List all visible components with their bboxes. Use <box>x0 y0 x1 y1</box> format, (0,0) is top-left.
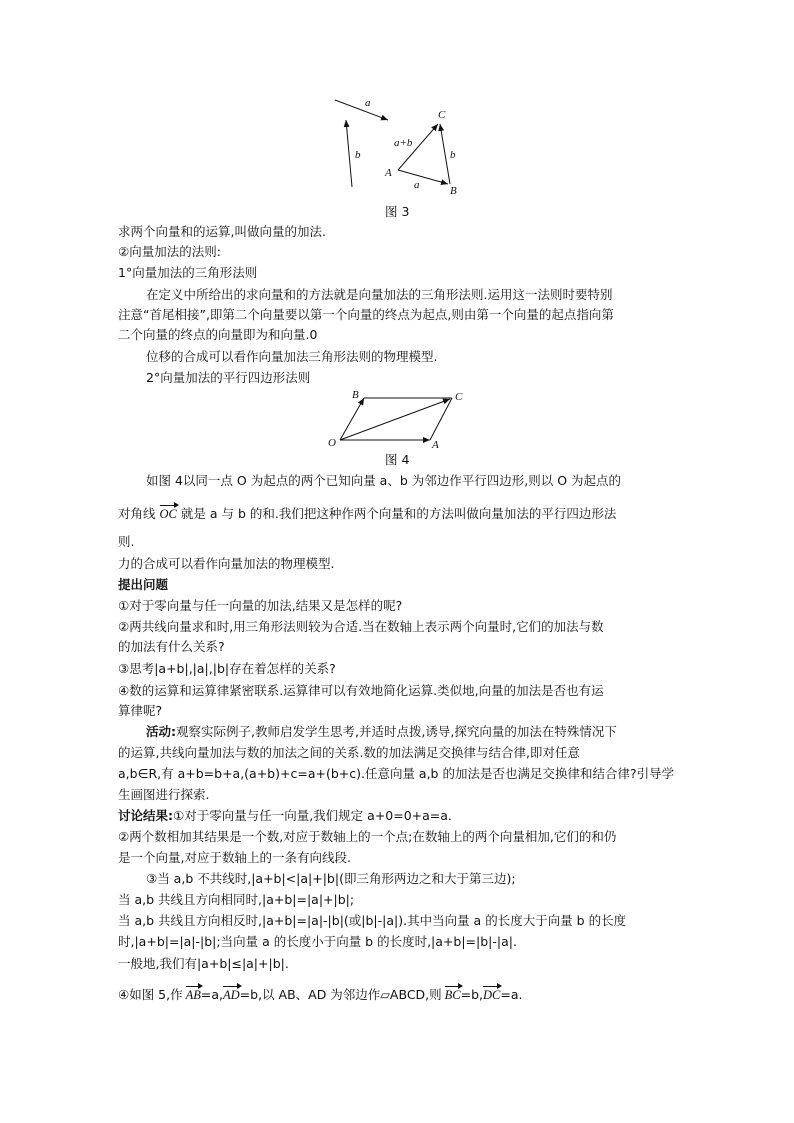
text-line-20 <box>146 723 617 740</box>
text-line-32-part-1: ④如图 5,作 <box>118 987 183 1002</box>
text-line-25: ②两个数相加其结果是一个数,对应于数轴上的一个点;在数轴上的两个向量相加,它们的和仍 <box>118 829 617 844</box>
label-a-top: a <box>365 97 371 109</box>
text-line-10-start: 对角线 <box>118 506 156 521</box>
text-line-23: 生画图进行探索. <box>118 787 210 802</box>
label-point-c: C <box>438 109 446 121</box>
text-line-9: 如图 4以同一点 O 为起点的两个已知向量 a、b 为邻边作平行四边形,则以 O 为起点的 <box>146 473 622 488</box>
text-line-10-end: 就是 a 与 b 的和.我们把这种作两个向量和的方法叫做向量加法的平行四边形法 <box>176 506 617 521</box>
figure-3-diagram <box>330 92 470 202</box>
vector-ad: AD <box>223 988 240 1002</box>
text-line-6: 二个向量的终点的向量即为和向量.0 <box>118 327 318 342</box>
text-line-8: 2°向量加法的平行四边形法则 <box>146 370 311 385</box>
label-a-plus-b: a+b <box>394 137 413 149</box>
text-line-15: ②两共线向量求和时,用三角形法则较为合适.当在数轴上表示两个向量时,它们的加法与数 <box>118 619 604 634</box>
label-point-a: A <box>385 167 392 179</box>
label-b-right: b <box>450 149 456 161</box>
label-point-b-fig4: B <box>352 389 359 401</box>
triangle-side-bc <box>440 124 450 184</box>
parallelogram-side-ac <box>430 398 452 440</box>
figure-4-caption: 图 4 <box>385 452 410 467</box>
text-line-11: 则. <box>118 534 135 549</box>
label-point-c-fig4: C <box>455 391 463 403</box>
text-line-5: 注意“首尾相接”,即第二个向量要以第一个向量的终点为起点,则由第一个向量的起点指向第 <box>118 307 614 322</box>
vector-b-arrow <box>346 120 352 187</box>
label-a-bottom: a <box>414 179 420 191</box>
text-line-27: ③当 a,b 不共线时,|a+b|<|a|+|b|(即三角形两边之和大于第三边); <box>146 871 516 886</box>
text-line-12: 力的合成可以看作向量加法的物理模型. <box>118 556 335 571</box>
vector-dc: DC <box>483 988 501 1002</box>
discussion-result-label: 讨论结果: <box>118 808 173 823</box>
parallelogram-side-ob <box>340 398 364 440</box>
text-line-21: 的运算,共线向量加法与数的加法之间的关系.数的加法满足交换律与结合律,即对任意 <box>118 745 580 760</box>
text-line-24 <box>118 807 452 824</box>
triangle-side-ab <box>398 170 448 184</box>
figure-4-diagram <box>326 386 466 450</box>
vector-oc: OC <box>159 507 177 521</box>
text-line-32-part-2: =a, <box>200 987 223 1002</box>
label-point-a-fig4: A <box>432 439 439 450</box>
text-line-3: 1°向量加法的三角形法则 <box>118 265 258 280</box>
text-line-32-part-3: =b,以 AB、AD 为邻边作▱ABCD,则 <box>239 987 442 1002</box>
text-line-14: ①对于零向量与任一向量的加法,结果又是怎样的呢? <box>118 598 403 613</box>
figure-3-caption: 图 3 <box>385 204 410 219</box>
section-heading-questions: 提出问题 <box>118 577 169 592</box>
text-line-4: 在定义中所给出的求向量和的方法就是向量加法的三角形法则.运用这一法则时要特别 <box>146 287 613 302</box>
text-line-19: 算律呢? <box>118 703 163 718</box>
activity-label: 活动: <box>146 724 176 739</box>
text-line-28: 当 a,b 共线且方向相同时,|a+b|=|a|+|b|; <box>118 892 355 907</box>
label-b-left: b <box>355 149 361 161</box>
text-line-22: a,b∈R,有 a+b=b+a,(a+b)+c=a+(b+c).任意向量 a,b 的加法是否也满足交换律和结合律?引导学 <box>118 766 675 781</box>
text-line-10 <box>118 505 616 523</box>
label-point-b: B <box>450 185 457 197</box>
text-line-2: ②向量加法的法则: <box>118 244 221 259</box>
text-line-26: 是一个向量,对应于数轴上的一条有向线段. <box>118 850 351 865</box>
text-line-1: 求两个向量和的运算,叫做向量的加法. <box>118 224 326 239</box>
vector-a-arrow <box>335 100 388 120</box>
text-line-32 <box>118 986 523 1004</box>
text-line-32-part-4: =b, <box>460 987 484 1002</box>
vector-bc: BC <box>444 988 461 1002</box>
text-line-17: ③思考|a+b|,|a|,|b|存在着怎样的关系? <box>118 661 336 676</box>
text-line-18: ④数的运算和运算律紧密联系.运算律可以有效地简化运算.类似地,向量的加法是否也有运 <box>118 683 604 698</box>
text-line-29: 当 a,b 共线且方向相反时,|a+b|=|a|-|b|(或|b|-|a|).其中当向量 a 的长度大于向量 b 的长度 <box>118 913 627 928</box>
label-point-o: O <box>328 437 336 449</box>
text-line-24-body: ①对于零向量与任一向量,我们规定 a+0=0+a=a. <box>173 808 452 823</box>
text-line-16: 的加法有什么关系? <box>118 639 225 654</box>
text-line-20-body: 观察实际例子,教师启发学生思考,并适时点拨,诱导,探究向量的加法在特殊情况下 <box>176 724 617 739</box>
text-line-32-part-5: =a. <box>500 987 523 1002</box>
text-line-7: 位移的合成可以看作向量加法三角形法则的物理模型. <box>146 349 438 364</box>
vector-ab: AB <box>185 988 201 1002</box>
text-line-31: 一般地,我们有|a+b|≤|a|+|b|. <box>118 956 289 971</box>
text-line-30: 时,|a+b|=|a|-|b|;当向量 a 的长度小于向量 b 的长度时,|a+b|=|b|-|a|. <box>118 934 517 949</box>
